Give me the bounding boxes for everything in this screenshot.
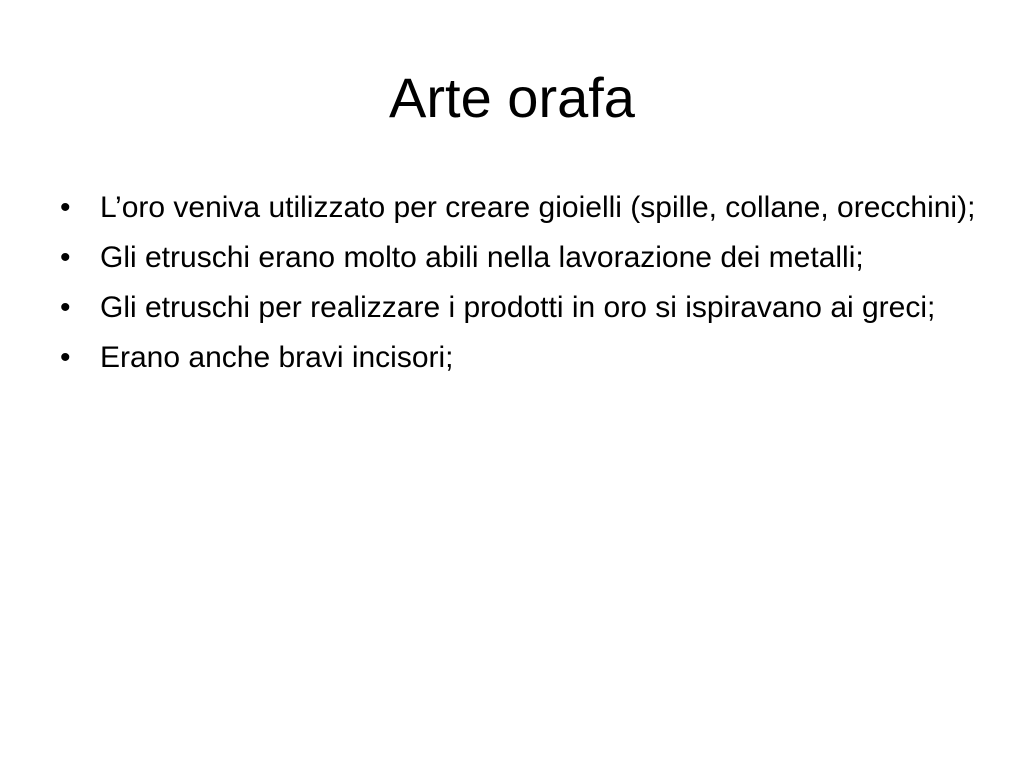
bullet-text: Gli etruschi per realizzare i prodotti in oro si ispiravano ai greci; bbox=[100, 291, 936, 324]
list-item bbox=[60, 238, 980, 278]
bullet-marker: • bbox=[60, 341, 71, 374]
bullet-list bbox=[60, 188, 980, 388]
list-item bbox=[60, 188, 980, 228]
list-item bbox=[60, 338, 980, 378]
bullet-text: Erano anche bravi incisori; bbox=[100, 341, 454, 374]
bullet-text: Gli etruschi erano molto abili nella lavorazione dei metalli; bbox=[100, 241, 864, 274]
bullet-marker: • bbox=[60, 291, 71, 324]
list-item bbox=[60, 288, 980, 328]
slide-title: Arte orafa bbox=[389, 66, 635, 129]
bullet-marker: • bbox=[60, 191, 71, 224]
bullet-marker: • bbox=[60, 241, 71, 274]
bullet-text: L’oro veniva utilizzato per creare gioielli (spille, collane, orecchini); bbox=[100, 191, 976, 224]
